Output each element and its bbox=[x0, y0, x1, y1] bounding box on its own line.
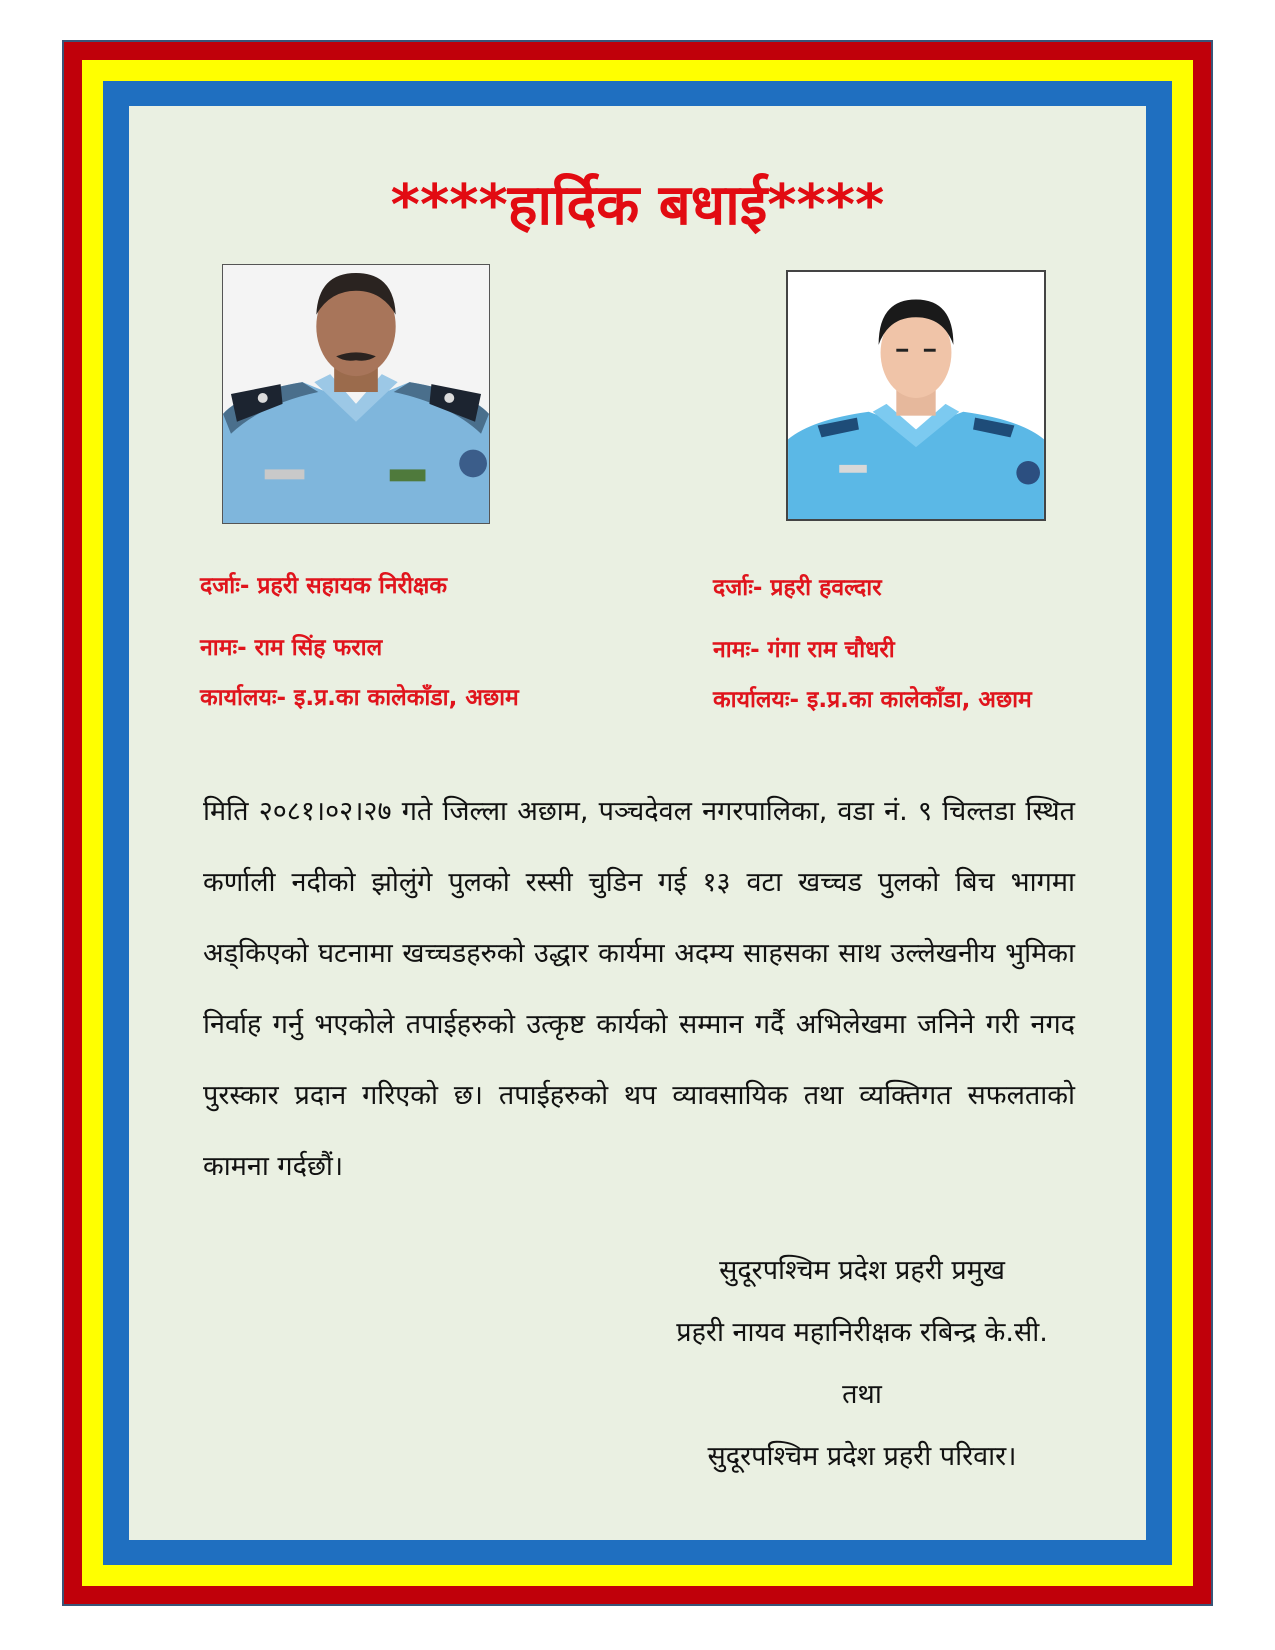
honoree-name: नामः- राम सिंह फराल bbox=[200, 635, 383, 661]
honoree-rank: दर्जाः- प्रहरी सहायक निरीक्षक bbox=[200, 573, 448, 599]
signature-line-4: सुदूरपश्चिम प्रदेश प्रहरी परिवार। bbox=[707, 1441, 1017, 1472]
citation-paragraph: मिति २०८१।०२।२७ गते जिल्ला अछाम, पञ्चदेवल नगरपालिका, वडा नं. ९ चिल्तडा स्थित कर्णाली नदीको झोलुंगे पुलको रस्सी चुडिन गई १३ वटा खच्चड पुलको बिच भागमा अड्किएको घटनामा खच्चडहरुको उद्धार कार्यमा अदम्य साहसका साथ उल्लेखनीय भुमिका निर्वाह गर्नु भएकोले तपाईहरुको उत्कृष्ट कार्यको सम्मान गर्दै अभिलेखमा जनिने गरी नगद पुरस्कार प्रदान गरिएको छ। तपाईहरुको थप व्यावसायिक तथा व्यक्तिगत सफलताको कामना गर्दछौं। bbox=[203, 796, 1075, 1182]
signature-line-2: प्रहरी नायव महानिरीक्षक रबिन्द्र के.सी. bbox=[676, 1317, 1048, 1348]
signature-block bbox=[622, 1240, 1102, 1488]
officer-photo-1 bbox=[222, 264, 490, 524]
honoree-name: नामः- गंगा राम चौधरी bbox=[713, 637, 895, 663]
police-officer-photo-icon bbox=[788, 272, 1044, 519]
police-officer-photo-icon bbox=[223, 265, 489, 523]
honoree-office: कार्यालयः- इ.प्र.का कालेकाँडा, अछाम bbox=[200, 685, 519, 711]
page-title: ****हार्दिक बधाई**** bbox=[390, 173, 885, 238]
signature-line-1: सुदूरपश्चिम प्रदेश प्रहरी प्रमुख bbox=[719, 1255, 1005, 1286]
signature-line-3: तथा bbox=[842, 1379, 882, 1410]
honoree-rank: दर्जाः- प्रहरी हवल्दार bbox=[713, 575, 882, 601]
honoree-office: कार्यालयः- इ.प्र.का कालेकाँडा, अछाम bbox=[713, 687, 1032, 713]
officer-photo-2 bbox=[786, 270, 1046, 521]
